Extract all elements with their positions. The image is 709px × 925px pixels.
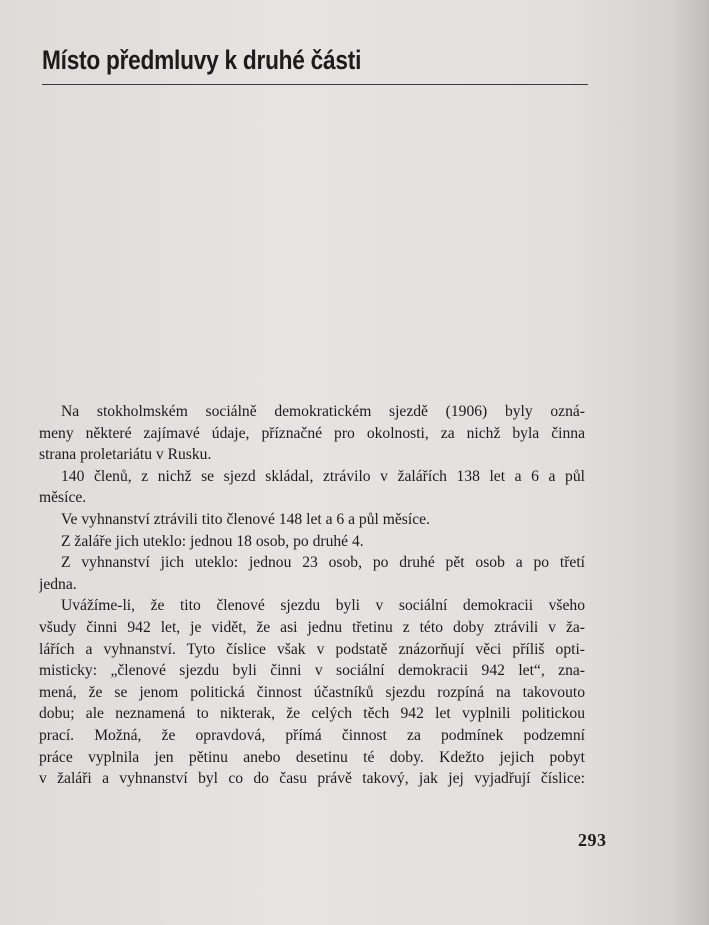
body-text	[39, 401, 585, 790]
text-line: mená, že se jenom politická činnost účastníků sjezdu rozpíná na takovouto	[39, 683, 585, 701]
chapter-heading: Místo předmluvy k druhé části	[42, 45, 362, 75]
text-line: strana proletariátu v Rusku.	[39, 446, 212, 464]
page-edge-shadow	[669, 0, 709, 925]
page-number: 293	[578, 830, 607, 850]
text-line: práce vyplnila jen pětinu anebo desetinu té doby. Kdežto jejich pobyt	[39, 748, 585, 766]
text-line: 140 členů, z nichž se sjezd skládal, ztrávilo v žalářích 138 let a 6 a půl	[61, 467, 585, 485]
text-line: všudy činni 942 let, je vidět, že asi jednu třetinu z této doby ztrávili v ža-	[39, 618, 585, 636]
text-line: Ve vyhnanství ztrávili tito členové 148 let a 6 a půl měsíce.	[61, 510, 430, 528]
text-line: Z žaláře jich uteklo: jednou 18 osob, po druhé 4.	[61, 532, 364, 550]
text-line: Z vyhnanství jich uteklo: jednou 23 osob, po druhé pět osob a po třetí	[61, 554, 585, 572]
text-line: prací. Možná, že opravdová, přímá činnost za podmínek podzemní	[39, 726, 585, 744]
heading-rule	[42, 84, 588, 85]
text-line: Uvážíme-li, že tito členové sjezdu byli v sociální demokracii všeho	[61, 597, 585, 615]
text-line: lářích a vyhnanství. Tyto číslice však v podstatě znázorňují věci příliš opti-	[39, 640, 585, 658]
text-line: měsíce.	[39, 489, 87, 507]
text-line: jedna.	[39, 575, 77, 593]
text-line: v žaláři a vyhnanství byl co do času právě takový, jak jej vyjadřují číslice:	[39, 770, 585, 788]
text-line: meny některé zajímavé údaje, příznačné pro okolnosti, za nichž byla činna	[39, 424, 585, 442]
text-line: Na stokholmském sociálně demokratickém sjezdě (1906) byly ozná-	[61, 403, 585, 420]
text-line: dobu; ale neznamená to nikterak, že celých těch 942 let vyplnili politickou	[39, 705, 585, 723]
text-line: misticky: „členové sjezdu byli činni v sociální demokracii 942 let“, zna-	[39, 662, 585, 680]
